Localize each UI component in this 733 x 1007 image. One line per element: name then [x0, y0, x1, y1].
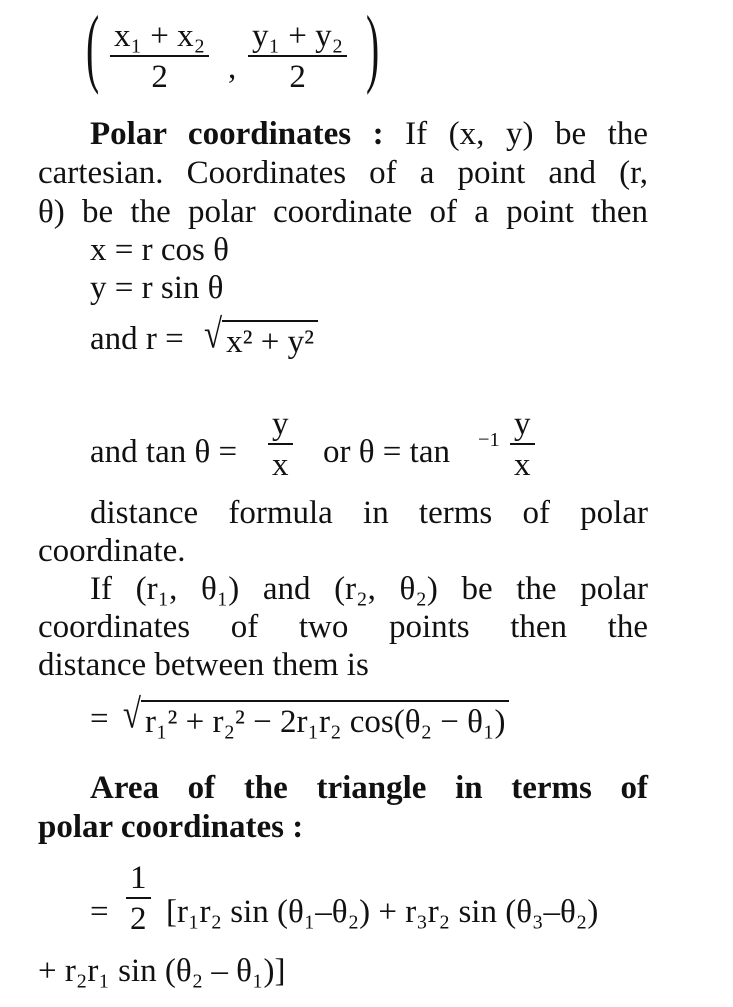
distance-line-2: coordinate.	[38, 533, 186, 569]
half-numerator: 1	[126, 862, 151, 899]
distance-line-4: coordinates of two points then the	[38, 609, 648, 645]
sqrt-icon: √	[122, 692, 141, 738]
polar-line-1-text: If (x, y) be the	[383, 116, 649, 152]
area-heading-line-2: polar coordinates :	[38, 809, 304, 845]
area-heading-line-1: Area of the triangle in terms of	[90, 770, 648, 806]
sqrt-icon: √	[204, 312, 223, 358]
midpoint-y-fraction	[248, 20, 347, 94]
polar-line-1	[90, 118, 648, 151]
area-equals: =	[90, 894, 109, 930]
area-equation-line-2: + r₂r₁ sin (θ₂ – θ₁)]	[38, 953, 286, 989]
area-equation-line-1: [r₁r₂ sin (θ₁–θ₂) + r₃r₂ sin (θ₃–θ₂)	[166, 894, 599, 930]
distance-equation	[90, 692, 509, 740]
distance-line-3: If (r₁, θ₁) and (r₂, θ₂) be the polar	[90, 571, 648, 607]
midpoint-x-denominator: 2	[151, 59, 168, 95]
distance-line-5: distance between them is	[38, 647, 369, 683]
inverse-tan-text: or θ = tan	[323, 434, 450, 470]
distance-line-1: distance formula in terms of polar	[90, 495, 648, 531]
equation-r-radicand: x² + y²	[222, 320, 318, 359]
polar-line-2: cartesian. Coordinates of a point and (r,	[38, 155, 648, 191]
tan-denominator: x	[272, 447, 289, 483]
equation-r	[90, 312, 318, 360]
equation-tan-prefix: and tan θ =	[90, 434, 238, 470]
distance-radicand: r₁² + r₂² − 2r₁r₂ cos(θ₂ − θ₁)	[141, 700, 509, 739]
inverse-exponent: −1	[478, 429, 500, 451]
tan-numerator: y	[268, 408, 293, 445]
midpoint-comma: ,	[228, 50, 237, 86]
equation-x: x = r cos θ	[90, 232, 229, 268]
tan-fraction	[268, 408, 293, 482]
equation-y: y = r sin θ	[90, 270, 224, 306]
inverse-tan-denominator: x	[514, 447, 531, 483]
left-paren: (	[86, 0, 100, 96]
right-paren: )	[366, 0, 380, 96]
midpoint-x-numerator: x₁ + x₂	[110, 20, 209, 57]
polar-line-3: θ) be the polar coordinate of a point then	[38, 194, 648, 230]
half-fraction	[126, 862, 151, 936]
distance-equals: =	[90, 701, 109, 737]
polar-heading: Polar coordinates :	[90, 116, 384, 152]
inverse-tan-numerator: y	[510, 408, 535, 445]
inverse-tan-fraction	[510, 408, 535, 482]
midpoint-y-numerator: y₁ + y₂	[248, 20, 347, 57]
equation-r-prefix: and r =	[90, 321, 184, 357]
half-denominator: 2	[130, 901, 147, 937]
midpoint-x-fraction	[110, 20, 209, 94]
midpoint-y-denominator: 2	[289, 59, 306, 95]
